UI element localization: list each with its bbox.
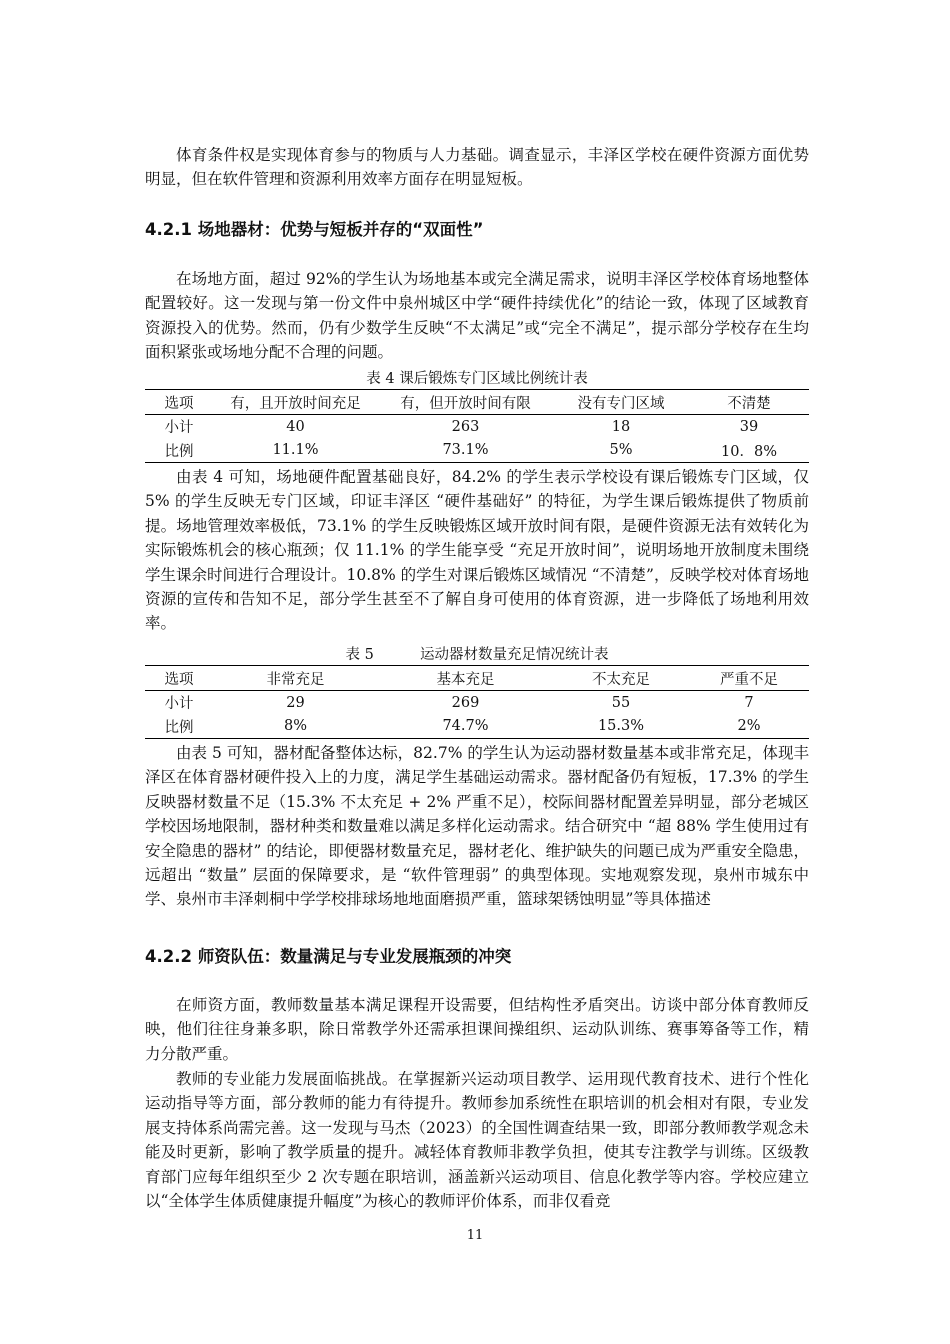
table-5-header-cell: 严重不足: [689, 666, 809, 691]
table-cell: 39: [739, 418, 759, 435]
paragraph-condition-rights: 体育条件权是实现体育参与的物质与人力基础。调查显示，丰泽区学校在硬件资源方面优势明显，但在软件管理和资源利用效率方面存在明显短板。: [145, 146, 809, 189]
table-4-header-cell: 有，但开放时间有限: [378, 390, 553, 415]
paragraph-table-4-analysis: 由表 4 可知，场地硬件配置基础良好，84.2% 的学生表示学校设有课后锻炼专门区域，仅 5% 的学生反映无专门区域，印证丰泽区 “硬件基础好” 的特征，为学生课后锻炼提供了物质前提。场地管理效率极低，73.1% 的学生反映锻炼区域开放时间有限，是硬件资源无法有效转化为实际锻炼机会的核心瓶颈；仅 11.1% 的学生能享受 “充足开放时间”，说明场地开放制度未围绕学生课余时间进行合理设计。10.8% 的学生对课后锻炼区域情况 “不清楚”，反映学校对体育场地资源的宣传和告知不足，部分学生甚至不了解自身可使用的体育资源，进一步降低了场地利用效率。: [145, 468, 809, 633]
table-4-header-cell: 没有专门区域: [553, 390, 689, 415]
section-heading-4-2-1: 4.2.1 场地器材：优势与短板并存的“双面性”: [145, 220, 484, 239]
table-cell: 18: [611, 418, 631, 435]
table-5-header-cell: 不太充足: [553, 666, 689, 691]
table-cell: 小计: [164, 696, 194, 713]
table-cell: 73.1%: [442, 442, 489, 459]
table-cell: 小计: [164, 420, 194, 437]
paragraph-teacher-quantity: 在师资方面，教师数量基本满足课程开设需要，但结构性矛盾突出。访谈中部分体育教师反映，他们往往身兼多职，除日常教学外还需承担课间操组织、运动队训练、赛事筹备等工作，精力分散严重。: [145, 996, 809, 1063]
paragraph-teacher-development: 教师的专业能力发展面临挑战。在掌握新兴运动项目教学、运用现代教育技术、进行个性化运动指导等方面，部分教师的能力有待提升。教师参加系统性在职培训的机会相对有限，专业发展支持体系尚需完善。这一发现与马杰（2023）的全国性调查结果一致，即部分教师教学观念未能及时更新，影响了教学质量的提升。减轻体育教师非教学负担，使其专注教学与训练。区级教育部门应每年组织至少 2 次专题在职培训，涵盖新兴运动项目、信息化教学等内容。学校应建立以“全体学生体质健康提升幅度”为核心的教师评价体系，而非仅看竞: [145, 1070, 809, 1211]
table-row: [145, 691, 809, 715]
table-cell: 74.7%: [442, 718, 489, 735]
table-cell: 40: [286, 418, 305, 435]
table-5-header-row: [145, 666, 809, 691]
table-4-caption: 表 4 课后锻炼专门区域比例统计表: [366, 371, 588, 387]
table-cell: 10．8%: [721, 443, 777, 460]
paragraph-venue-overview: 在场地方面，超过 92%的学生认为场地基本或完全满足需求，说明丰泽区学校体育场地整体配置较好。这一发现与第一份文件中泉州城区中学“硬件持续优化”的结论一致，体现了区域教育资源投入的优势。然而，仍有少数学生反映“不太满足”或“完全不满足”，提示部分学校存在生均面积紧张或场地分配不合理的问题。: [145, 270, 809, 362]
table-5-header-cell: 选项: [145, 666, 213, 691]
table-row: [145, 415, 809, 439]
section-heading-4-2-2: 4.2.2 师资队伍：数量满足与专业发展瓶颈的冲突: [145, 947, 512, 966]
table-cell: 比例: [164, 719, 194, 736]
table-cell: 8%: [283, 718, 307, 735]
table-4-header-cell: 有，且开放时间充足: [213, 390, 378, 415]
table-4-header-cell: 不清楚: [689, 390, 809, 415]
table-cell: 11.1%: [272, 442, 319, 459]
table-5-header-cell: 非常充足: [213, 666, 378, 691]
table-cell: 55: [611, 694, 631, 711]
paragraph-table-5-analysis: 由表 5 可知，器材配备整体达标，82.7% 的学生认为运动器材数量基本或非常充足，体现丰泽区在体育器材硬件投入上的力度，满足学生基础运动需求。器材配备仍有短板，17.3% 的学生反映器材数量不足（15.3% 不太充足 + 2% 严重不足），校际间器材配置差异明显，部分老城区学校因场地限制，器材种类和数量难以满足多样化运动需求。结合研究中 “超 88% 学生使用过有安全隐患的器材” 的结论，即便器材数量充足，器材老化、维护缺失的问题已成为严重安全隐患，远超出 “数量” 层面的保障要求，是 “软件管理弱” 的典型体现。实地观察发现，泉州市城东中学、泉州市丰泽刺桐中学学校排球场地地面磨损严重，篮球架锈蚀明显”等具体描述: [145, 744, 809, 909]
table-row: [145, 715, 809, 739]
table-cell: 比例: [164, 443, 194, 460]
table-5: [145, 665, 809, 739]
table-4: [145, 389, 809, 463]
table-cell: 5%: [609, 442, 633, 459]
table-cell: 263: [451, 418, 480, 435]
table-4-header-row: [145, 390, 809, 415]
table-cell: 29: [286, 694, 305, 711]
table-5-header-cell: 基本充足: [378, 666, 553, 691]
table-cell: 7: [744, 694, 754, 711]
table-4-header-cell: 选项: [145, 390, 213, 415]
table-cell: 2%: [737, 718, 761, 735]
table-5-caption: 表 5 运动器材数量充足情况统计表: [345, 647, 609, 663]
table-cell: 15.3%: [597, 718, 645, 735]
page-number: 11: [466, 1228, 484, 1243]
table-cell: 269: [451, 694, 480, 711]
table-row: [145, 439, 809, 463]
